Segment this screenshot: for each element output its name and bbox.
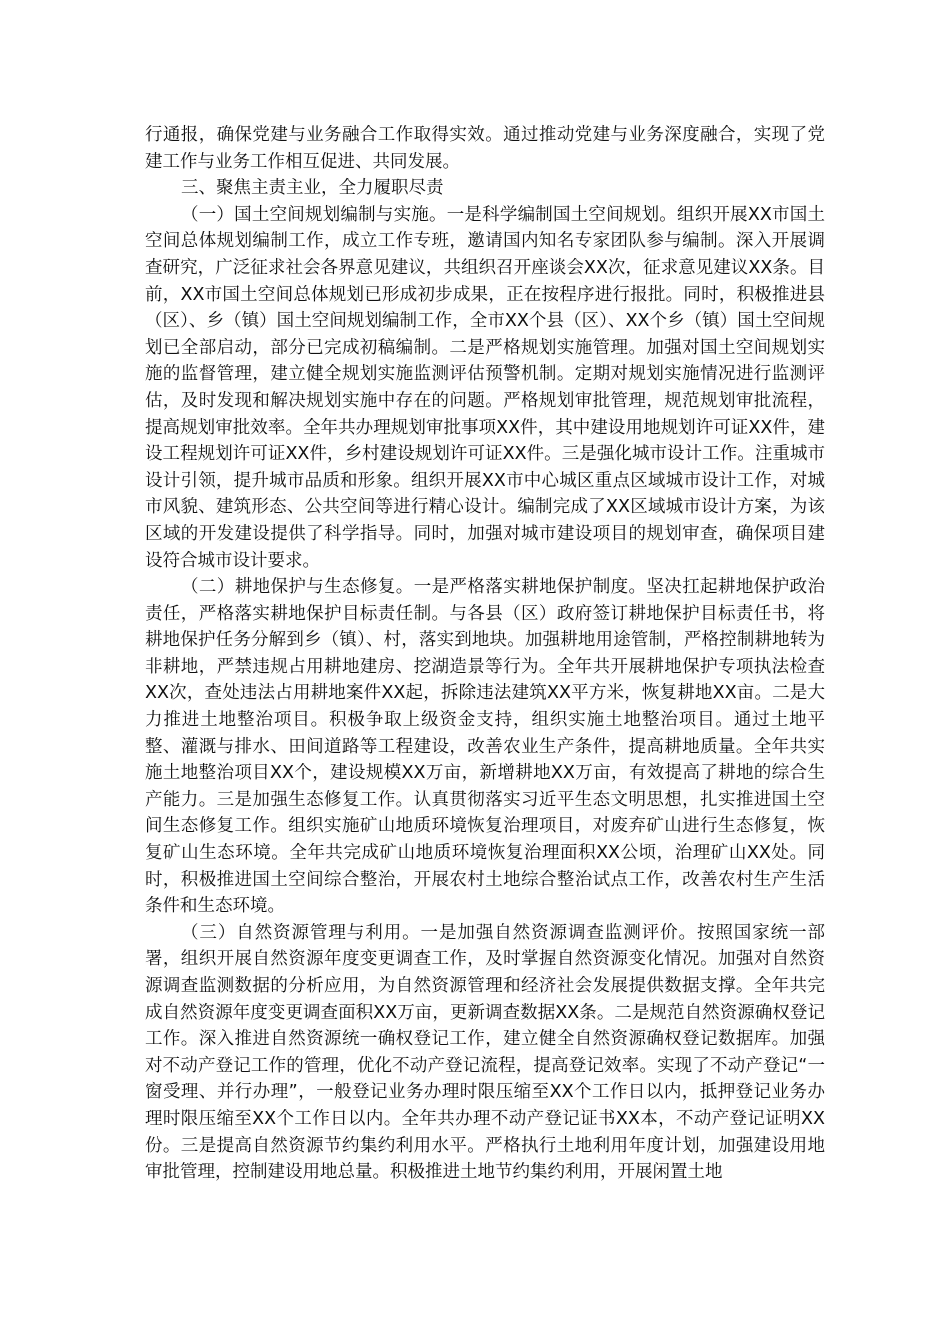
section-heading: 三、聚焦主责主业，全力履职尽责 (181, 178, 444, 199)
paragraph-resources: （三）自然资源管理与利用。一是加强自然资源调查监测评价。按照国家统一部署，组织开展自然资源年度变更调查工作，及时掌握自然资源变化情况。加强对自然资源调查监测数据的分析应用，为自然资源管理和经济社会发展提供数据支撑。全年共完成自然资源年度变更调查面积XX万亩，更新调查数据XX条。二是规范自然资源确权登记工作。深入推进自然资源统一确权登记工作，建立健全自然资源确权登记数据库。加强对不动产登记工作的管理，优化不动产登记流程，提高登记效率。实现了不动产登记“一窗受理、并行办理”，一般登记业务办理时限压缩至XX个工作日以内，抵押登记业务办理时限压缩至XX个工作日以内。全年共办理不动产登记证书XX本，不动产登记证明XX份。三是提高自然资源节约集约利用水平。严格执行土地利用年度计划，加强建设用地审批管理，控制建设用地总量。积极推进土地节约集约利用，开展闲置土地 (145, 922, 825, 1183)
document-body (145, 122, 825, 1186)
paragraph-continuation: 行通报，确保党建与业务融合工作取得实效。通过推动党建与业务深度融合，实现了党建工作与业务工作相互促进、共同发展。 (145, 125, 825, 172)
paragraph-farmland: （二）耕地保护与生态修复。一是严格落实耕地保护制度。坚决扛起耕地保护政治责任，严格落实耕地保护目标责任制。与各县（区）政府签订耕地保护目标责任书，将耕地保护任务分解到乡（镇）、村，落实到地块。加强耕地用途管制，严格控制耕地转为非耕地，严禁违规占用耕地建房、挖湖造景等行为。全年共开展耕地保护专项执法检查XX次，查处违法占用耕地案件XX起，拆除违法建筑XX平方米，恢复耕地XX亩。二是大力推进土地整治项目。积极争取上级资金支持，组织实施土地整治项目。通过土地平整、灌溉与排水、田间道路等工程建设，改善农业生产条件，提高耕地质量。全年共实施土地整治项目XX个，建设规模XX万亩，新增耕地XX万亩，有效提高了耕地的综合生产能力。三是加强生态修复工作。认真贯彻落实习近平生态文明思想，扎实推进国土空间生态修复工作。组织实施矿山地质环境恢复治理项目，对废弃矿山进行生态修复，恢复矿山生态环境。全年共完成矿山地质环境恢复治理面积XX公顷，治理矿山XX处。同时，积极推进国土空间综合整治，开展农村土地综合整治试点工作，改善农村生产生活条件和生态环境。 (145, 577, 825, 917)
paragraph-planning: （一）国土空间规划编制与实施。一是科学编制国土空间规划。组织开展XX市国土空间总体规划编制工作，成立工作专班，邀请国内知名专家团队参与编制。深入开展调查研究，广泛征求社会各界意见建议，共组织召开座谈会XX次，征求意见建议XX条。目前，XX市国土空间总体规划已形成初步成果，正在按程序进行报批。同时，积极推进县（区）、乡（镇）国土空间规划编制工作，全市XX个县（区）、XX个乡（镇）国土空间规划已全部启动，部分已完成初稿编制。二是严格规划实施管理。加强对国土空间规划实施的监督管理，建立健全规划实施监测评估预警机制。定期对规划实施情况进行监测评估，及时发现和解决规划实施中存在的问题。严格规划审批管理，规范规划审批流程，提高规划审批效率。全年共办理规划审批事项XX件，其中建设用地规划许可证XX件，建设工程规划许可证XX件，乡村建设规划许可证XX件。三是强化城市设计工作。注重城市设计引领，提升城市品质和形象。组织开展XX市中心城区重点区域城市设计工作，对城市风貌、建筑形态、公共空间等进行精心设计。编制完成了XX区域城市设计方案，为该区域的开发建设提供了科学指导。同时，加强对城市建设项目的规划审查，确保项目建设符合城市设计要求。 (145, 204, 825, 571)
